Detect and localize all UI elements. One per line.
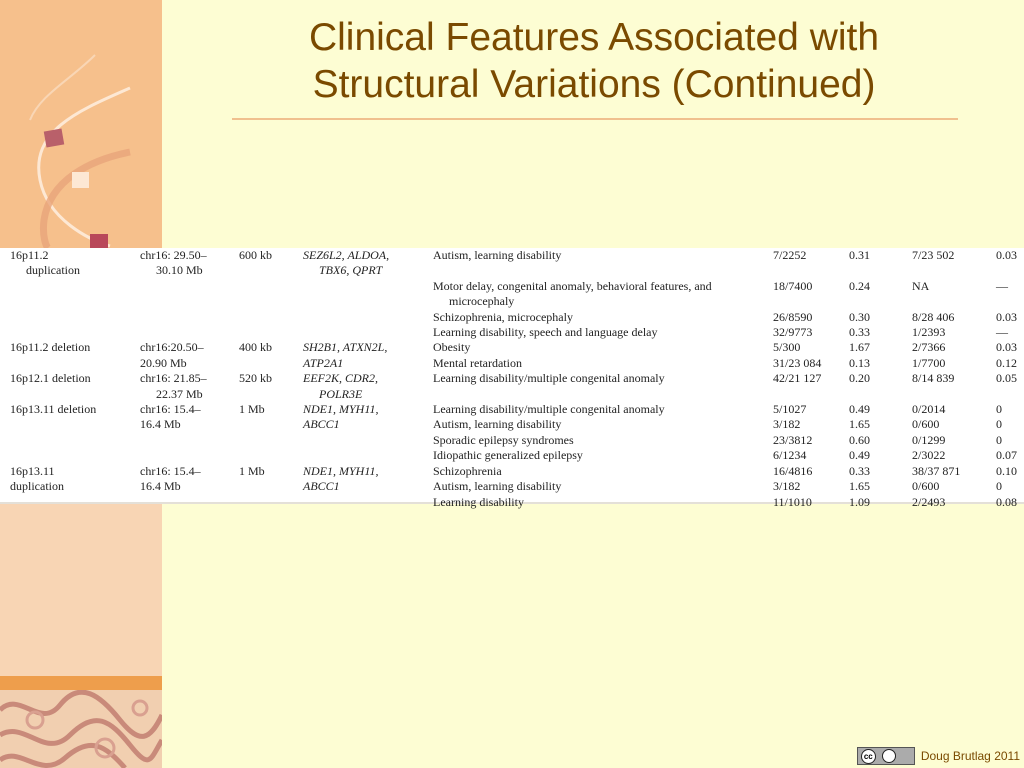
table-cell-genes [303, 433, 433, 448]
table-cell-size [239, 279, 303, 310]
table-cell-location [140, 279, 239, 310]
table-cell-location [140, 325, 239, 340]
table-cell-cases: 11/1010 [773, 494, 812, 509]
table-cell-size [239, 417, 303, 432]
location-line-1: chr16: 15.4– [140, 402, 201, 417]
table-cell-genes [303, 325, 433, 340]
table-cell-ctrl-pct: 0 [996, 402, 1002, 417]
table-cell-cases: 16/4816 [773, 463, 813, 478]
genes-line-1: NDE1, MYH11, [303, 463, 379, 478]
table-cell-location [140, 417, 239, 432]
table-cell-ctrl-pct: 0 [996, 479, 1002, 494]
table-cell-variant [0, 325, 140, 340]
location-line-1: chr16: 29.50– [140, 248, 207, 262]
phenotype-line-1: Schizophrenia, microcephaly [433, 309, 573, 324]
table-cell-controls: 8/28 406 [912, 309, 955, 324]
table-cell-controls: 1/2393 [912, 325, 946, 340]
table-cell-genes [303, 495, 433, 510]
table-cell-phenotype [433, 310, 773, 325]
table-cell-variant [0, 464, 140, 479]
phenotype-line-1: Learning disability, speech and language delay [433, 325, 658, 340]
sidebar-middle-panel [0, 504, 162, 676]
cc-by-icon [857, 747, 915, 765]
table-cell-controls: 7/23 502 [912, 248, 955, 262]
table-cell-location [140, 310, 239, 325]
sidebar-top-panel [0, 0, 162, 248]
sidebar-pattern-panel [0, 690, 162, 768]
cc-icon: cc [861, 749, 876, 764]
table-cell-cases: 42/21 127 [773, 371, 822, 386]
table-cell-ctrl-pct: 0.05 [996, 371, 1017, 386]
table-cell-location [140, 248, 239, 279]
table-row [0, 448, 1024, 463]
table-cell-pct: 0.31 [849, 248, 870, 262]
table-body [0, 248, 1024, 510]
genes-line-1: ABCC1 [303, 479, 340, 494]
table-cell-variant [0, 279, 140, 310]
table-cell-pct: 0.49 [849, 402, 870, 417]
location-line-1: 16.4 Mb [140, 479, 181, 494]
table-cell-variant [0, 402, 140, 417]
variant-line-1: duplication [10, 479, 64, 494]
table-cell-pct: 1.67 [849, 340, 870, 355]
table-cell-variant [0, 417, 140, 432]
table-cell-cases: 32/9773 [773, 325, 813, 340]
table-row [0, 310, 1024, 325]
table-cell-size [239, 433, 303, 448]
table-cell-controls: NA [912, 278, 930, 293]
table-cell-size: 520 kb [239, 371, 272, 386]
phenotype-line-1: Idiopathic generalized epilepsy [433, 448, 583, 463]
table-cell-phenotype [433, 464, 773, 479]
table-cell-pct: 0.24 [849, 278, 870, 293]
table-cell-size: 400 kb [239, 340, 272, 355]
table-cell-location [140, 371, 239, 402]
table-cell-cases: 5/300 [773, 340, 801, 355]
table-cell-controls: 0/600 [912, 479, 940, 494]
variant-line-1: 16p13.11 [10, 463, 55, 478]
table-cell-genes [303, 448, 433, 463]
table-cell-ctrl-pct: 0 [996, 432, 1002, 447]
table-cell-cases: 18/7400 [773, 278, 813, 293]
author-credit: Doug Brutlag 2011 [920, 749, 1020, 763]
genes-line-2: TBX6, QPRT [319, 263, 383, 278]
title-line-1: Clinical Features Associated with [308, 16, 880, 59]
table-cell-variant [0, 356, 140, 371]
table-cell-controls: 0/1299 [912, 432, 946, 447]
table-cell-phenotype [433, 371, 773, 402]
location-line-1: 16.4 Mb [140, 417, 181, 432]
table-cell-phenotype [433, 448, 773, 463]
table-cell-phenotype [433, 433, 773, 448]
table-cell-controls: 2/7366 [912, 340, 946, 355]
phenotype-line-2: microcephaly [449, 294, 515, 309]
table-cell-ctrl-pct: 0.07 [996, 448, 1017, 463]
table-cell-phenotype [433, 248, 773, 279]
table-cell-size [239, 479, 303, 494]
variant-line-1: 16p11.2 [10, 248, 49, 262]
table-cell-pct: 0.33 [849, 325, 870, 340]
table-cell-cases: 31/23 084 [773, 355, 822, 370]
table-cell-variant [0, 495, 140, 510]
table-cell-phenotype [433, 417, 773, 432]
phenotype-line-1: Learning disability [433, 494, 524, 509]
table-row [0, 464, 1024, 479]
table-cell-pct: 1.65 [849, 479, 870, 494]
table-cell-size [239, 356, 303, 371]
genes-line-2: POLR3E [319, 386, 363, 401]
phenotype-line-1: Schizophrenia [433, 463, 502, 478]
table-cell-genes [303, 356, 433, 371]
slide-title [232, 14, 956, 108]
table-row [0, 371, 1024, 402]
genes-line-1: SH2B1, ATXN2L, [303, 340, 388, 355]
table-cell-cases: 7/2252 [773, 248, 807, 262]
table-cell-cases: 6/1234 [773, 448, 807, 463]
variant-line-1: 16p12.1 deletion [10, 371, 91, 386]
table-cell-location [140, 356, 239, 371]
table-row [0, 417, 1024, 432]
table-cell-controls: 8/14 839 [912, 371, 955, 386]
table-cell-ctrl-pct: 0 [996, 417, 1002, 432]
table-row [0, 325, 1024, 340]
table-cell-size [239, 310, 303, 325]
genes-line-1: ATP2A1 [303, 355, 344, 370]
table-cell-pct: 1.09 [849, 494, 870, 509]
table-row [0, 495, 1024, 510]
genes-line-1: EEF2K, CDR2, [303, 371, 378, 386]
table-row [0, 433, 1024, 448]
table-cell-location [140, 433, 239, 448]
variant-line-1: 16p11.2 deletion [10, 340, 91, 355]
table-cell-variant [0, 479, 140, 494]
genes-line-1: ABCC1 [303, 417, 340, 432]
structural-variation-table-image [0, 248, 1024, 509]
genes-line-1: SEZ6L2, ALDOA, [303, 248, 390, 262]
table-cell-pct: 0.60 [849, 432, 870, 447]
table-cell-ctrl-pct: 0.08 [996, 494, 1017, 509]
table-cell-variant [0, 310, 140, 325]
location-line-2: 30.10 Mb [156, 263, 203, 278]
table-cell-phenotype [433, 402, 773, 417]
table-row [0, 479, 1024, 494]
variant-line-2: duplication [26, 263, 80, 278]
table-cell-cases: 5/1027 [773, 402, 807, 417]
location-line-1: 20.90 Mb [140, 355, 187, 370]
table-cell-variant [0, 340, 140, 355]
by-person-icon [882, 749, 896, 763]
location-line-1: chr16: 15.4– [140, 463, 201, 478]
table-cell-size [239, 495, 303, 510]
table-cell-ctrl-pct: — [996, 278, 1008, 293]
location-line-1: chr16:20.50– [140, 340, 204, 355]
table-cell-variant [0, 433, 140, 448]
table-cell-pct: 0.30 [849, 309, 870, 324]
table-cell-ctrl-pct: 0.03 [996, 248, 1017, 262]
table-cell-location [140, 340, 239, 355]
table-cell-genes [303, 479, 433, 494]
variant-line-1: 16p13.11 deletion [10, 402, 97, 417]
table-cell-genes [303, 310, 433, 325]
table-row [0, 356, 1024, 371]
table-row [0, 340, 1024, 355]
table-cell-phenotype [433, 479, 773, 494]
table-cell-size: 600 kb [239, 248, 272, 262]
phenotype-line-1: Learning disability/multiple congenital anomaly [433, 371, 665, 386]
table-cell-cases: 3/182 [773, 417, 801, 432]
table-cell-phenotype [433, 325, 773, 340]
table-cell-genes [303, 371, 433, 402]
table-cell-controls: 1/7700 [912, 355, 946, 370]
table-cell-controls: 2/2493 [912, 494, 946, 509]
phenotype-line-1: Motor delay, congenital anomaly, behavioral features, and [433, 278, 712, 293]
table-cell-genes [303, 464, 433, 479]
table-cell-pct: 0.13 [849, 355, 870, 370]
table-cell-cases: 3/182 [773, 479, 801, 494]
table-cell-size: 1 Mb [239, 463, 265, 478]
table-cell-size: 1 Mb [239, 402, 265, 417]
table-cell-ctrl-pct: 0.03 [996, 309, 1017, 324]
footer [857, 746, 1020, 766]
table-cell-pct: 0.33 [849, 463, 870, 478]
phenotype-line-1: Mental retardation [433, 355, 522, 370]
table-cell-controls: 38/37 871 [912, 463, 961, 478]
table-cell-genes [303, 248, 433, 279]
location-line-1: chr16: 21.85– [140, 371, 207, 386]
table-cell-location [140, 464, 239, 479]
title-underline [232, 118, 958, 120]
table-cell-controls: 0/2014 [912, 402, 946, 417]
table-cell-pct: 1.65 [849, 417, 870, 432]
table-cell-controls: 2/3022 [912, 448, 946, 463]
phenotype-line-1: Autism, learning disability [433, 417, 562, 432]
table-cell-phenotype [433, 495, 773, 510]
table-cell-variant [0, 448, 140, 463]
table-cell-variant [0, 371, 140, 402]
table-cell-genes [303, 417, 433, 432]
phenotype-line-1: Sporadic epilepsy syndromes [433, 432, 574, 447]
phenotype-line-1: Obesity [433, 340, 471, 355]
phenotype-line-1: Autism, learning disability [433, 479, 562, 494]
table-cell-size [239, 325, 303, 340]
table-cell-phenotype [433, 356, 773, 371]
table-cell-cases: 23/3812 [773, 432, 813, 447]
table-cell-genes [303, 279, 433, 310]
title-line-2: Structural Variations (Continued) [312, 63, 876, 106]
table-cell-cases: 26/8590 [773, 309, 813, 324]
table-cell-variant [0, 248, 140, 279]
location-line-2: 22.37 Mb [156, 386, 203, 401]
table-row [0, 248, 1024, 279]
table-cell-location [140, 402, 239, 417]
table-row [0, 279, 1024, 310]
sidebar-pattern-graphic [0, 690, 162, 768]
table-cell-location [140, 495, 239, 510]
table-cell-location [140, 479, 239, 494]
table-cell-ctrl-pct: 0.03 [996, 340, 1017, 355]
genes-line-1: NDE1, MYH11, [303, 402, 379, 417]
table-cell-size [239, 448, 303, 463]
table-cell-location [140, 448, 239, 463]
table-cell-pct: 0.20 [849, 371, 870, 386]
phenotype-line-1: Learning disability/multiple congenital anomaly [433, 402, 665, 417]
phenotype-line-1: Autism, learning disability [433, 248, 562, 262]
structural-variation-table [0, 248, 1024, 510]
table-cell-ctrl-pct: 0.10 [996, 463, 1017, 478]
table-cell-phenotype [433, 340, 773, 355]
table-cell-ctrl-pct: 0.12 [996, 355, 1017, 370]
table-cell-genes [303, 402, 433, 417]
table-row [0, 402, 1024, 417]
table-cell-ctrl-pct: — [996, 325, 1008, 340]
table-cell-controls: 0/600 [912, 417, 940, 432]
table-cell-pct: 0.49 [849, 448, 870, 463]
sidebar-stripe [0, 676, 162, 690]
table-cell-phenotype [433, 279, 773, 310]
table-cell-genes [303, 340, 433, 355]
sidebar-swirl-graphic [0, 0, 162, 248]
